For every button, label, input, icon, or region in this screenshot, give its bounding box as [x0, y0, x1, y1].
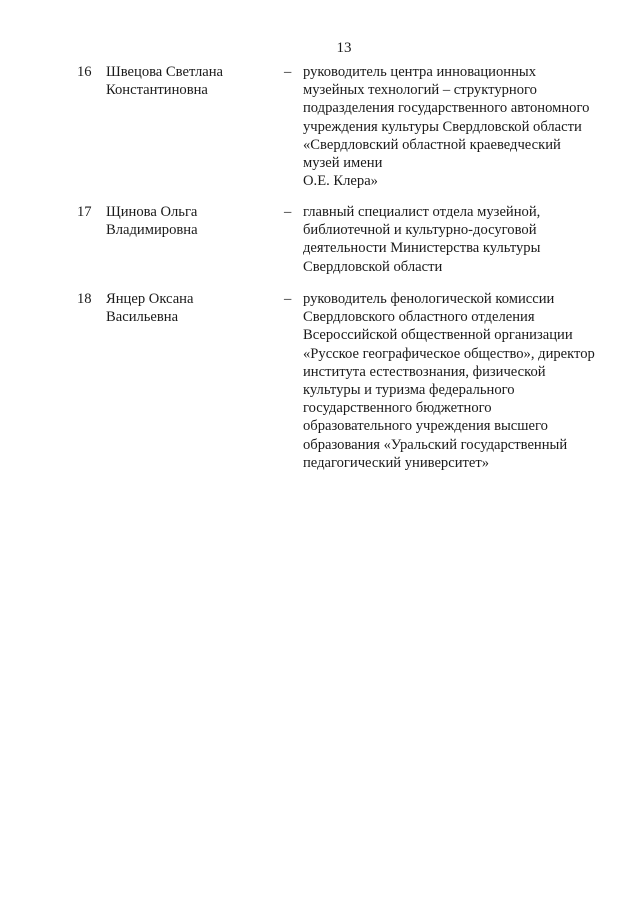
entry-number: 18	[77, 291, 92, 307]
description-line: Всероссийской общественной организации	[303, 327, 573, 344]
description-line: учреждения культуры Свердловской области	[303, 118, 582, 135]
name-line: Васильевна	[106, 309, 179, 326]
entry-number: 17	[77, 204, 92, 220]
description-line: подразделения государственного автономного	[303, 100, 590, 117]
description-line: педагогический университет»	[303, 454, 490, 471]
person-name	[106, 203, 276, 239]
description-line: О.Е. Клера»	[303, 173, 378, 190]
name-line: Владимировна	[106, 222, 198, 239]
description-line: образовательного учреждения высшего	[303, 418, 548, 435]
description-line: культуры и туризма федерального	[303, 382, 515, 399]
description-line: образования «Уральский государственный	[303, 436, 568, 453]
description-line: «Русское географическое общество», директор	[303, 345, 595, 362]
description-line: Свердловского областного отделения	[303, 309, 535, 326]
description-line: государственного бюджетного	[303, 400, 492, 417]
person-name	[106, 290, 276, 326]
name-line: Швецова Светлана	[106, 64, 224, 80]
description-line: руководитель центра инновационных	[303, 64, 537, 80]
position-description	[303, 63, 613, 190]
name-line: Константиновна	[106, 82, 208, 99]
description-line: библиотечной и культурно-досуговой	[303, 222, 537, 239]
separator-dash: –	[284, 204, 292, 220]
description-line: руководитель фенологической комиссии	[303, 291, 555, 307]
position-description	[303, 290, 613, 472]
description-line: «Свердловский областной краеведческий	[303, 136, 561, 153]
description-line: Свердловской области	[303, 258, 443, 275]
name-line: Янцер Оксана	[106, 291, 194, 307]
description-line: главный специалист отдела музейной,	[303, 204, 541, 220]
description-line: музей имени	[303, 155, 383, 172]
page-number: 13	[336, 40, 352, 56]
position-description	[303, 203, 613, 276]
separator-dash: –	[284, 64, 292, 80]
description-line: деятельности Министерства культуры	[303, 240, 541, 257]
name-line: Щинова Ольга	[106, 204, 198, 220]
description-line: музейных технологий – структурного	[303, 82, 537, 99]
description-line: института естествознания, физической	[303, 363, 546, 380]
separator-dash: –	[284, 291, 292, 307]
person-name	[106, 63, 276, 99]
entry-number: 16	[77, 64, 92, 80]
